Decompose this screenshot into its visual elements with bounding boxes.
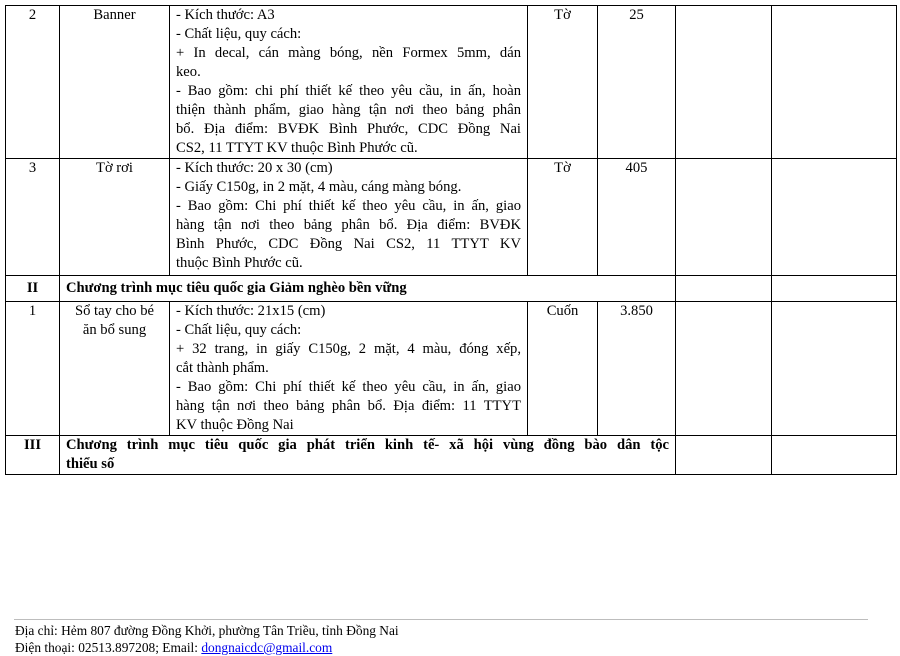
table-row xyxy=(6,6,897,159)
desc-line: KV thuộc Đồng Nai xyxy=(176,417,294,433)
section-title: Chương trình mục tiêu quốc gia Giảm nghèo bền vững xyxy=(60,276,676,302)
empty-cell xyxy=(772,436,897,475)
empty-cell xyxy=(772,302,897,436)
row-number: 1 xyxy=(6,302,60,436)
desc-line: thiện thành phẩm, giao hàng tận nơi theo bảng phân xyxy=(176,102,521,118)
item-name-line: Sổ tay cho bé xyxy=(74,303,155,319)
item-quantity: 3.850 xyxy=(598,302,676,436)
desc-line: - Bao gồm: Chi phí thiết kế theo yêu cầu, in ấn, giao xyxy=(176,379,521,395)
desc-line: - Giấy C150g, in 2 mặt, 4 màu, cáng màng bóng. xyxy=(176,179,462,195)
footer-address: Địa chỉ: Hẻm 807 đường Đồng Khởi, phường Tân Triều, tỉnh Đồng Nai xyxy=(15,623,399,638)
desc-line: cắt thành phẩm. xyxy=(176,360,269,376)
page-footer xyxy=(15,622,399,656)
footer-contact xyxy=(15,639,399,656)
item-unit: Tờ xyxy=(528,6,598,159)
desc-line: hàng tận nơi theo bảng phân bổ. Địa điểm: BVĐK xyxy=(176,217,521,233)
desc-line: CS2, 11 TTYT KV thuộc Bình Phước cũ. xyxy=(176,140,418,156)
empty-cell xyxy=(772,276,897,302)
item-quantity: 25 xyxy=(598,6,676,159)
items-table xyxy=(5,5,897,475)
table-row xyxy=(6,159,897,276)
row-number: 3 xyxy=(6,159,60,276)
section-title-line: thiểu số xyxy=(66,456,115,472)
item-name xyxy=(60,302,170,436)
desc-line: - Bao gồm: Chi phí thiết kế theo yêu cầu, in ấn, giao xyxy=(176,198,521,214)
section-title-line: Chương trình mục tiêu quốc gia phát triển kinh tế- xã hội vùng đồng bào dân tộc xyxy=(66,437,669,453)
row-number: 2 xyxy=(6,6,60,159)
desc-line: + In decal, cán màng bóng, nền Formex 5mm, dán xyxy=(176,45,521,61)
desc-line: thuộc Bình Phước cũ. xyxy=(176,255,303,271)
desc-line: - Chất liệu, quy cách: xyxy=(176,26,302,42)
empty-cell xyxy=(772,6,897,159)
footer-divider xyxy=(14,619,868,620)
item-quantity: 405 xyxy=(598,159,676,276)
table-row xyxy=(6,302,897,436)
desc-line: - Kích thước: A3 xyxy=(176,7,275,23)
desc-line: + 32 trang, in giấy C150g, 2 mặt, 4 màu, đóng xếp, xyxy=(176,341,521,357)
email-link[interactable]: dongnaicdc@gmail.com xyxy=(201,640,333,655)
section-row xyxy=(6,436,897,475)
desc-line: - Chất liệu, quy cách: xyxy=(176,322,302,338)
item-unit: Tờ xyxy=(528,159,598,276)
item-description xyxy=(170,302,528,436)
item-name-line: ăn bổ sung xyxy=(82,322,147,338)
empty-cell xyxy=(772,159,897,276)
item-name: Tờ rơi xyxy=(60,159,170,276)
empty-cell xyxy=(676,436,772,475)
section-row xyxy=(6,276,897,302)
desc-line: - Kích thước: 21x15 (cm) xyxy=(176,303,326,319)
item-unit: Cuốn xyxy=(528,302,598,436)
desc-line: - Bao gồm: chi phí thiết kế theo yêu cầu, in ấn, hoàn xyxy=(176,83,521,99)
empty-cell xyxy=(676,6,772,159)
section-number: II xyxy=(6,276,60,302)
desc-line: hàng tận nơi theo bảng phân bổ. Địa điểm: 11 TTYT xyxy=(176,398,521,414)
item-name: Banner xyxy=(60,6,170,159)
desc-line: keo. xyxy=(176,64,201,80)
desc-line: bổ. Địa điểm: BVĐK Bình Phước, CDC Đồng Nai xyxy=(176,121,521,137)
item-description xyxy=(170,159,528,276)
section-title xyxy=(60,436,676,475)
empty-cell xyxy=(676,302,772,436)
desc-line: - Kích thước: 20 x 30 (cm) xyxy=(176,160,333,176)
footer-phone: Điện thoại: 02513.897208; Email: xyxy=(15,640,202,655)
item-description xyxy=(170,6,528,159)
empty-cell xyxy=(676,159,772,276)
desc-line: Bình Phước, CDC Đồng Nai CS2, 11 TTYT KV xyxy=(176,236,521,252)
section-number: III xyxy=(6,436,60,475)
empty-cell xyxy=(676,276,772,302)
